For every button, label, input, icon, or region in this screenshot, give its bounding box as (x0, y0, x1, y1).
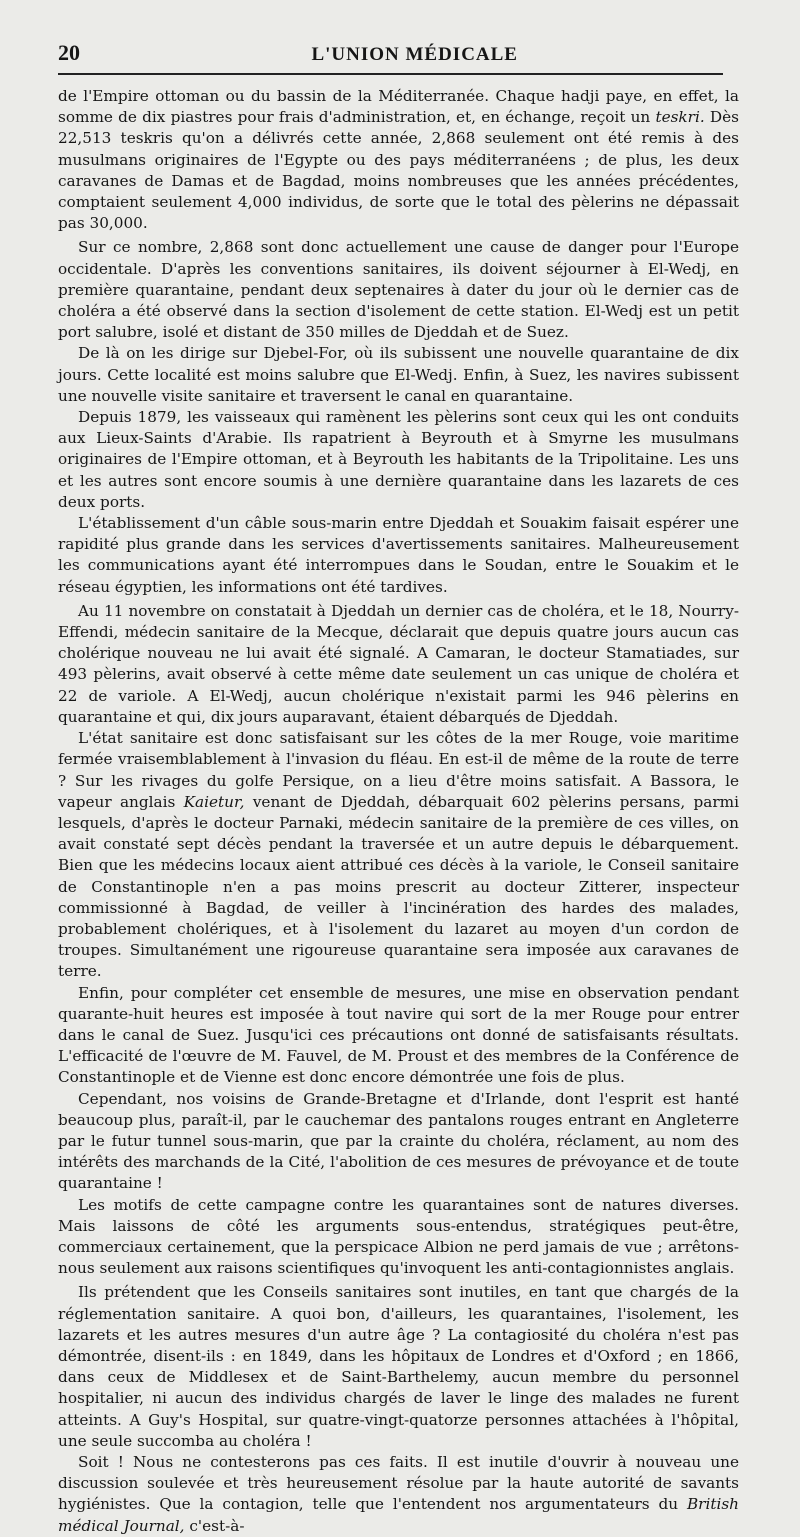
paragraph-10: Les motifs de cette campagne contre les quarantaines sont de natures diverses. Mais laissons de côté les arguments sous-entendus, stratégiques peut-être, commerciaux certainement, que la perspicace Albion ne perd jamais de vue ; arrêtons-nous seulement aux raisons scientifiques qu'invoquent les anti-contagionnistes anglais. (58, 1195, 739, 1278)
ship-name: Kaietur, (183, 792, 245, 811)
page-number: 20 (58, 40, 80, 65)
paragraph-3: De là on les dirige sur Djebel-For, où ils subissent une nouvelle quarantaine de dix jours. Cette localité est moins salubre que El-Wedj. Enfin, à Suez, les navires subissent une nouvelle visite sanitaire et traversent le canal en quarantaine. (58, 344, 739, 405)
paragraph-6: Au 11 novembre on constatait à Djeddah un dernier cas de choléra, et le 18, Nourry-Effendi, médecin sanitaire de la Mecque, déclarait que depuis quatre jours aucun cas cholérique nouveau ne lui avait été signalé. A Camaran, le docteur Stamatiades, sur 493 pèlerins, avait observé à cette même date seulement un cas unique de choléra et 22 de variole. A El-Wedj, aucun cholérique n'existait parmi les 946 pèlerins en quarantaine et qui, dix jours auparavant, étaient débarqués de Djeddah. (58, 601, 739, 726)
paragraph-8: Enfin, pour compléter cet ensemble de mesures, une mise en observation pendant quarante-huit heures est imposée à tout navire qui sort de la mer Rouge pour entrer dans le canal de Suez. Jusqu'ici ces précautions ont donné de satisfaisants résultats. L'efficacité de l'œuvre de M. Fauvel, de M. Proust et des membres de la Conférence de Constantinople et de Vienne est donc encore démontrée une fois de plus. (58, 983, 739, 1087)
paragraph-5: L'établissement d'un câble sous-marin entre Djeddah et Souakim faisait espérer une rapidité plus grande dans les services d'avertissements sanitaires. Malheureusement les communications ayant été interrompues dans le Soudan, entre le Souakim et le réseau égyptien, les informations ont été tardives. (58, 514, 739, 596)
paragraph-text: L'état sanitaire est donc satisfaisant sur les côtes de la mer Rouge, voie maritime fermée vraisemblablement à l'invasion du fléau. En est-il de même de la route de terre ? Sur les rivages du golfe Persique, on a lieu d'être moins satisfait. A Bassora, le vapeur anglais (58, 729, 739, 811)
paragraph-7 (58, 728, 739, 982)
paragraph-2: Sur ce nombre, 2,868 sont donc actuellement une cause de danger pour l'Europe occidentale. D'après les conventions sanitaires, ils doivent séjourner à El-Wedj, en première quarantaine, pendant deux septenaires à dater du jour où le dernier cas de choléra a été observé dans la section d'isolement de cette station. El-Wedj est un petit port salubre, isolé et distant de 350 milles de Djeddah et de Suez. (58, 238, 739, 342)
paragraph-text: c'est-à- (184, 1516, 245, 1535)
paragraph-9: Cependant, nos voisins de Grande-Bretagne et d'Irlande, dont l'esprit est hanté beaucoup plus, paraît-il, par le cauchemar des pantalons rouges entrant en Angleterre par le futur tunnel sous-marin, que par la crainte du choléra, réclament, au nom des intérêts des marchands de la Cité, l'abolition de ces mesures de prévoyance et de toute quarantaine ! (58, 1089, 739, 1193)
page-header (58, 40, 738, 66)
paragraph-text: de l'Empire ottoman ou du bassin de la Méditerranée. Chaque hadji paye, en effet, la somme de dix piastres pour frais d'administration, et, en échange, reçoit un (58, 87, 739, 127)
paragraph-4: Depuis 1879, les vaisseaux qui ramènent les pèlerins sont ceux qui les ont conduits aux Lieux-Saints d'Arabie. Ils rapatrient à Beyrouth et à Smyrne les musulmans originaires de l'Empire ottoman, et à Beyrouth les habitants de la Tripolitaine. Les uns et les autres sont encore soumis à une dernière quarantaine dans les lazarets de ces deux ports. (58, 408, 739, 511)
italic-term: teskri. (655, 108, 705, 127)
paragraph-12 (58, 1452, 739, 1537)
journal-title: British médical Journal, (58, 1495, 739, 1535)
article-body (58, 86, 739, 1537)
header-rule (58, 73, 723, 75)
paragraph-1 (58, 86, 739, 234)
paragraph-text: venant de Djeddah, débarquait 602 pèlerins persans, parmi lesquels, d'après le docteur Parnaki, médecin sanitaire de la première de ces villes, on avait constaté sept décès pendant la traversée et un autre depuis le débarquement. Bien que les médecins locaux aient attribué ces décès à la variole, le Conseil sanitaire de Constantinople n'en a pas moins prescrit au docteur Zitterer, inspecteur commissionné à Bagdad, de veiller à l'incinération des hardes des malades, probablement cholériques, et à l'isolement du lazaret au moyen d'un cordon de troupes. Simultanément une rigoureuse quarantaine sera imposée aux caravanes de terre. (58, 792, 739, 981)
running-title: L'UNION MÉDICALE (311, 44, 518, 65)
paragraph-text: Dès 22,513 teskris qu'on a délivrés cette année, 2,868 seulement ont été remis à des musulmans originaires de l'Egypte ou des pays méditerranéens ; de plus, les deux caravanes de Damas et de Bagdad, moins nombreuses que les années précédentes, comptaient seulement 4,000 individus, de sorte que le total des pèlerins ne dépassait pas 30,000. (58, 108, 739, 233)
paragraph-text: Soit ! Nous ne contesterons pas ces faits. Il est inutile d'ouvrir à nouveau une discussion soulevée et très heureusement résolue par la haute autorité de savants hygiénistes. Que la contagion, telle que l'entendent nos argumentateurs du (58, 1453, 739, 1514)
paragraph-11: Ils prétendent que les Conseils sanitaires sont inutiles, en tant que chargés de la réglementation sanitaire. A quoi bon, d'ailleurs, les quarantaines, l'isolement, les lazarets et les autres mesures d'un autre âge ? La contagiosité du choléra n'est pas démontrée, disent-ils : en 1849, dans les hôpitaux de Londres et d'Oxford ; en 1866, dans ceux de Middlesex et de Saint-Barthelemy, aucun membre du personnel hospitalier, ni aucun des individus chargés de laver le linge des malades ne furent atteints. A Guy's Hospital, sur quatre-vingt-quatorze personnes attachées à l'hôpital, une seule succomba au choléra ! (58, 1283, 739, 1450)
